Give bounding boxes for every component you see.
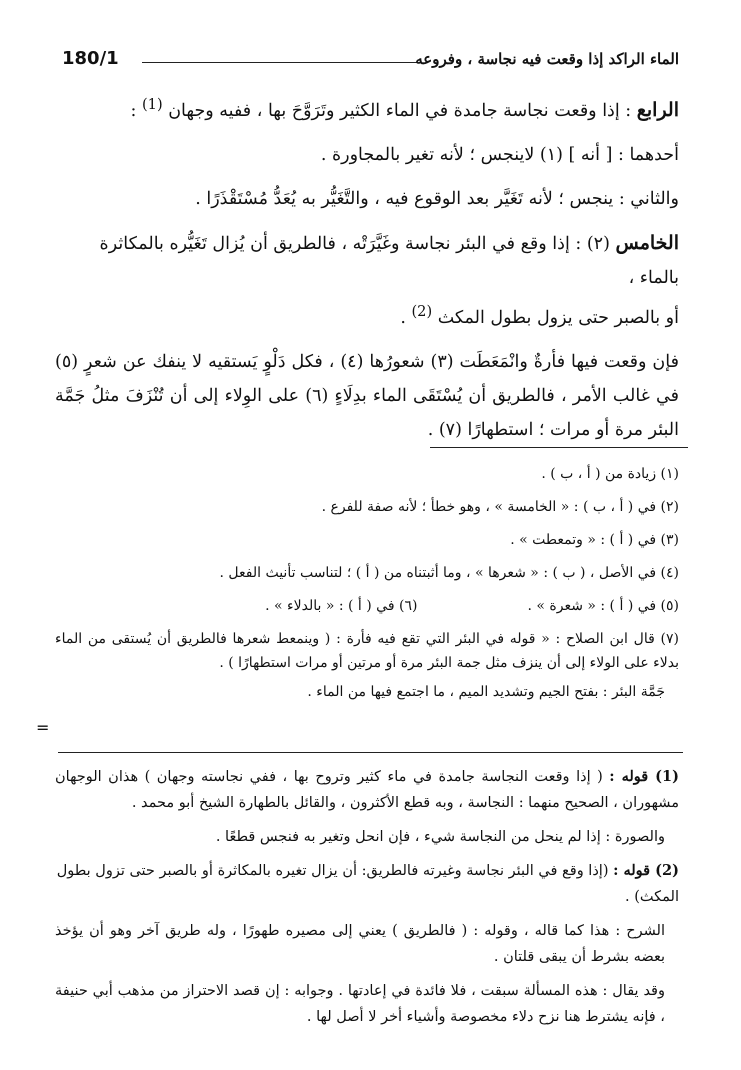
footnotes xyxy=(55,462,679,713)
commentary-2-label: (2) قوله : xyxy=(613,862,679,879)
paragraph-fourth-end: : xyxy=(130,100,142,121)
main-text xyxy=(55,88,679,447)
footnote-7-gloss: جَمَّة البئر : بفتح الجيم وتشديد الميم ، ما اجتمع فيها من الماء . xyxy=(307,684,665,700)
commentary-1 xyxy=(55,764,679,816)
footnote-separator xyxy=(430,447,688,448)
paragraph-fifth xyxy=(55,226,679,295)
paragraph-mouse: فإن وقعت فيها فأرةٌ وانْمَعَطَت (٣) شعورُها (٤) ، فكل دَلْوٍ يَستقيه لا ينفك عن شعرٍ (٥) في غالب الأمر ، فالطريق أن يُسْتَقَى الماء بدِلَاءٍ (٦) على الوِلاء إلى أن تُنْزَفَ مثلُ جَمَّة البئر مرة أو مرات ؛ استطهارًا (٧) . xyxy=(55,351,679,440)
paragraph-fifth-cont xyxy=(55,295,679,335)
paragraph-first-view: أحدهما : [ أنه ] (١) لاينجس ؛ لأنه تغير بالمجاورة . xyxy=(320,144,679,165)
running-title: الماء الراكد إذا وقعت فيه نجاسة ، وفروعه xyxy=(415,50,679,68)
footnote-5: (٥) في ( أ ) : « شعرة » . xyxy=(527,598,679,614)
paragraph-fourth-text: : إذا وقعت نجاسة جامدة في الماء الكثير وتَرَوَّحَ بها ، ففيه وجهان xyxy=(168,100,632,121)
page-number: 180/1 xyxy=(62,48,119,69)
header-rule xyxy=(142,62,417,63)
commentary-1-label: (1) قوله : xyxy=(609,768,679,785)
commentary xyxy=(55,764,679,1038)
commentary-ref-2: (2) xyxy=(411,302,433,320)
footnote-3: (٣) في ( أ ) : « وتمعطت » . xyxy=(510,532,679,548)
footnote-6: (٦) في ( أ ) : « بالدلاء » . xyxy=(265,598,418,614)
commentary-separator xyxy=(58,752,683,753)
paragraph-fifth-cont-end: . xyxy=(400,307,412,328)
commentary-2-cont: الشرح : هذا كما قاله ، وقوله : ( فالطريق ) يعني إلى مصيره طهورًا ، وله طريق آخر وهو أن يؤخذ بعضه بشرط أن يبقى قلتان . xyxy=(55,923,665,965)
paragraph-fourth xyxy=(55,88,679,128)
commentary-ref-1: (1) xyxy=(141,96,163,113)
paragraph-fifth-text: (٢) : إذا وقع في البئر نجاسة وغَيَّرَتْه ، فالطريق أن يُزال تَغَيُّره بالمكاثرة بالماء ، xyxy=(99,233,679,288)
commentary-2 xyxy=(55,858,679,910)
page-header xyxy=(62,48,679,76)
paragraph-fifth-cont-text: أو بالصبر حتى يزول بطول المكث xyxy=(437,307,679,328)
footnote-row-5-6 xyxy=(55,594,679,618)
footnote-7: (٧) قال ابن الصلاح : « قوله في البئر التي تقع فيه فأرة : ( وينمعط شعرها فالطريق أن يُستقى من الماء بدلاء على الولاء إلى أن ينزف مثل جمة البئر مرة أو مرتين أو مرات استطهارًا ) . xyxy=(55,631,679,671)
footnote-4: (٤) في الأصل ، ( ب ) : « شعرها » ، وما أثبتناه من ( أ ) ؛ لتناسب تأنيث الفعل . xyxy=(219,565,679,581)
paragraph-second-view: والثاني : ينجس ؛ لأنه تَغَيَّر بعد الوقوع فيه ، والتَّغَيُّر به يُعَدُّ مُسْتَقْذَرًا . xyxy=(195,188,679,209)
commentary-3: وقد يقال : هذه المسألة سبقت ، فلا فائدة في إعادتها . وجوابه : إن قصد الاحتراز من مذهب أبي حنيفة ، فإنه يشترط هنا نزح دلاء مخصوصة وأشياء أخر لا أصل لها . xyxy=(55,983,665,1025)
term-fifth: الخامس xyxy=(615,231,679,254)
commentary-1-text: ( إذا وقعت النجاسة جامدة في ماء كثير وتروح بها ، ففي نجاسته وجهان ) هذان الوجهان مشهوران ، الصحيح منهما : النجاسة ، وبه قطع الأكثرون ، والقائل بالطهارة الشيخ أبو محمد . xyxy=(55,769,679,811)
commentary-1-cont: والصورة : إذا لم ينحل من النجاسة شيء ، فإن انحل وتغير به فنجس قطعًا . xyxy=(215,829,665,845)
footnote-2: (٢) في ( أ ، ب ) : « الخامسة » ، وهو خطأ ؛ لأنه صفة للفرع . xyxy=(321,499,679,515)
term-fourth: الرابع xyxy=(636,98,679,121)
commentary-2-text: (إذا وقع في البئر نجاسة وغيرته فالطريق: أن يزال تغيره بالمكاثرة أو بالصبر حتى تزول بطول المكث) . xyxy=(56,863,679,905)
continuation-mark: = xyxy=(36,718,50,737)
footnote-1: (١) زيادة من ( أ ، ب ) . xyxy=(541,466,679,482)
